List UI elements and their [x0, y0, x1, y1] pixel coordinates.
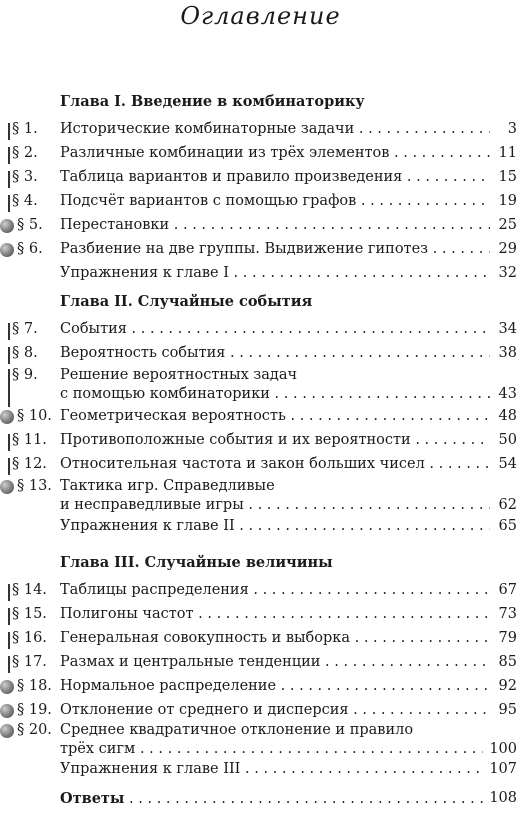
section-number: § 1. — [12, 121, 38, 137]
section-title: Среднее квадратичное отклонение и правило — [60, 722, 414, 738]
section-bar — [8, 195, 10, 212]
exercises-title: Упражнения к главе I . . . — [60, 265, 490, 281]
section-title: События . . . — [60, 321, 490, 337]
section-bar — [8, 632, 10, 649]
section-number: § 12. — [12, 456, 47, 472]
section-title-continued: и несправедливые игры . . . — [60, 497, 490, 513]
exercises-chapter-2[interactable] — [0, 516, 521, 540]
page-number: 62 — [493, 497, 517, 513]
page-number: 65 — [493, 518, 517, 534]
section-title: Относительная частота и закон больших чисел . . . — [60, 456, 490, 472]
toc-entry-13[interactable] — [0, 476, 521, 520]
section-bar — [8, 584, 10, 601]
section-title: Исторические комбинаторные задачи . . . — [60, 121, 490, 137]
section-title: Геометрическая вероятность . . . — [60, 408, 490, 424]
page-number: 92 — [493, 678, 517, 694]
page-number: 108 — [483, 790, 517, 806]
section-bar — [8, 323, 10, 340]
section-title: Вероятность события . . . — [60, 345, 490, 361]
section-number: § 17. — [12, 654, 47, 670]
toc-entry-6[interactable] — [0, 239, 521, 263]
section-number: § 3. — [12, 169, 38, 185]
page-number: 95 — [493, 702, 517, 718]
optional-section-marker-icon — [0, 480, 14, 494]
chapter-3-title: Глава III. Случайные величины — [60, 554, 333, 571]
toc-entry-3[interactable] — [0, 167, 521, 191]
section-number: § 19. — [17, 702, 52, 718]
section-title-continued: трёх сигм . . . — [60, 741, 490, 757]
toc-entry-1[interactable] — [0, 119, 521, 143]
optional-section-marker-icon — [0, 724, 14, 738]
page-number: 79 — [493, 630, 517, 646]
section-bar — [8, 434, 10, 451]
page-number: 3 — [502, 121, 517, 137]
section-bar — [8, 347, 10, 364]
section-title: Таблицы распределения . . . — [60, 582, 490, 598]
toc-entry-4[interactable] — [0, 191, 521, 215]
page-number: 38 — [493, 345, 517, 361]
exercises-chapter-3[interactable] — [0, 759, 521, 783]
section-bar — [8, 171, 10, 188]
toc-entry-16[interactable] — [0, 628, 521, 652]
toc-entry-10[interactable] — [0, 406, 521, 430]
section-title: Противоположные события и их вероятности . . . — [60, 432, 490, 448]
section-number: § 20. — [17, 722, 52, 738]
answers-title: Ответы . . . — [60, 790, 490, 807]
page-number: 48 — [493, 408, 517, 424]
toc-entry-12[interactable] — [0, 454, 521, 478]
section-number: § 18. — [17, 678, 52, 694]
section-title: Полигоны частот . . . — [60, 606, 490, 622]
section-number: § 8. — [12, 345, 38, 361]
page-number: 29 — [493, 241, 517, 257]
page-number: 32 — [493, 265, 517, 281]
section-number: § 13. — [17, 478, 52, 494]
page-number: 11 — [493, 145, 517, 161]
section-number: § 5. — [17, 217, 43, 233]
optional-section-marker-icon — [0, 410, 14, 424]
page-number: 85 — [493, 654, 517, 670]
page-number: 43 — [493, 386, 517, 402]
page-number: 34 — [493, 321, 517, 337]
page-number: 67 — [493, 582, 517, 598]
section-title: Различные комбинации из трёх элементов . . . — [60, 145, 490, 161]
section-bar — [8, 608, 10, 625]
section-number: § 9. — [12, 367, 38, 383]
section-title: Отклонение от среднего и дисперсия . . . — [60, 702, 490, 718]
section-title: Размах и центральные тенденции . . . — [60, 654, 490, 670]
toc-entry-2[interactable] — [0, 143, 521, 167]
section-number: § 4. — [12, 193, 38, 209]
section-number: § 6. — [17, 241, 43, 257]
answers-entry[interactable] — [0, 788, 521, 812]
toc-entry-14[interactable] — [0, 580, 521, 604]
section-title: Таблица вариантов и правило произведения . . . — [60, 169, 490, 185]
section-bar — [8, 369, 10, 407]
section-title: Тактика игр. Справедливые — [60, 478, 275, 494]
section-title: Решение вероятностных задач — [60, 367, 298, 383]
toc-entry-15[interactable] — [0, 604, 521, 628]
section-number: § 11. — [12, 432, 47, 448]
page-number: 50 — [493, 432, 517, 448]
page-number: 19 — [493, 193, 517, 209]
toc-entry-17[interactable] — [0, 652, 521, 676]
section-title: Перестановки . . . — [60, 217, 490, 233]
toc-entry-20[interactable] — [0, 720, 521, 764]
toc-entry-11[interactable] — [0, 430, 521, 454]
page-number: 100 — [483, 741, 517, 757]
section-bar — [8, 656, 10, 673]
page-number: 54 — [493, 456, 517, 472]
section-title: Подсчёт вариантов с помощью графов . . . — [60, 193, 490, 209]
section-bar — [8, 123, 10, 140]
section-number: § 7. — [12, 321, 38, 337]
optional-section-marker-icon — [0, 704, 14, 718]
page-number: 25 — [493, 217, 517, 233]
page-title: Оглавление — [180, 2, 341, 30]
section-title: Нормальное распределение . . . — [60, 678, 490, 694]
section-number: § 15. — [12, 606, 47, 622]
exercises-title: Упражнения к главе III . . . — [60, 761, 490, 777]
section-bar — [8, 458, 10, 475]
exercises-chapter-1[interactable] — [0, 263, 521, 287]
page-number: 73 — [493, 606, 517, 622]
chapter-2-title: Глава II. Случайные события — [60, 293, 313, 310]
toc-entry-9[interactable] — [0, 365, 521, 409]
section-title-continued: с помощью комбинаторики . . . — [60, 386, 490, 402]
page-number: 107 — [483, 761, 517, 777]
section-title: Генеральная совокупность и выборка . . . — [60, 630, 490, 646]
section-number: § 2. — [12, 145, 38, 161]
toc-entry-5[interactable] — [0, 215, 521, 239]
chapter-1-title: Глава I. Введение в комбинаторику — [60, 93, 365, 110]
optional-section-marker-icon — [0, 680, 14, 694]
section-number: § 10. — [17, 408, 52, 424]
toc-entry-18[interactable] — [0, 676, 521, 700]
section-number: § 14. — [12, 582, 47, 598]
optional-section-marker-icon — [0, 243, 14, 257]
section-title: Разбиение на две группы. Выдвижение гипотез . . . — [60, 241, 490, 257]
toc-entry-7[interactable] — [0, 319, 521, 343]
section-number: § 16. — [12, 630, 47, 646]
toc-entry-8[interactable] — [0, 343, 521, 367]
section-bar — [8, 147, 10, 164]
page-number: 15 — [493, 169, 517, 185]
optional-section-marker-icon — [0, 219, 14, 233]
exercises-title: Упражнения к главе II . . . — [60, 518, 490, 534]
